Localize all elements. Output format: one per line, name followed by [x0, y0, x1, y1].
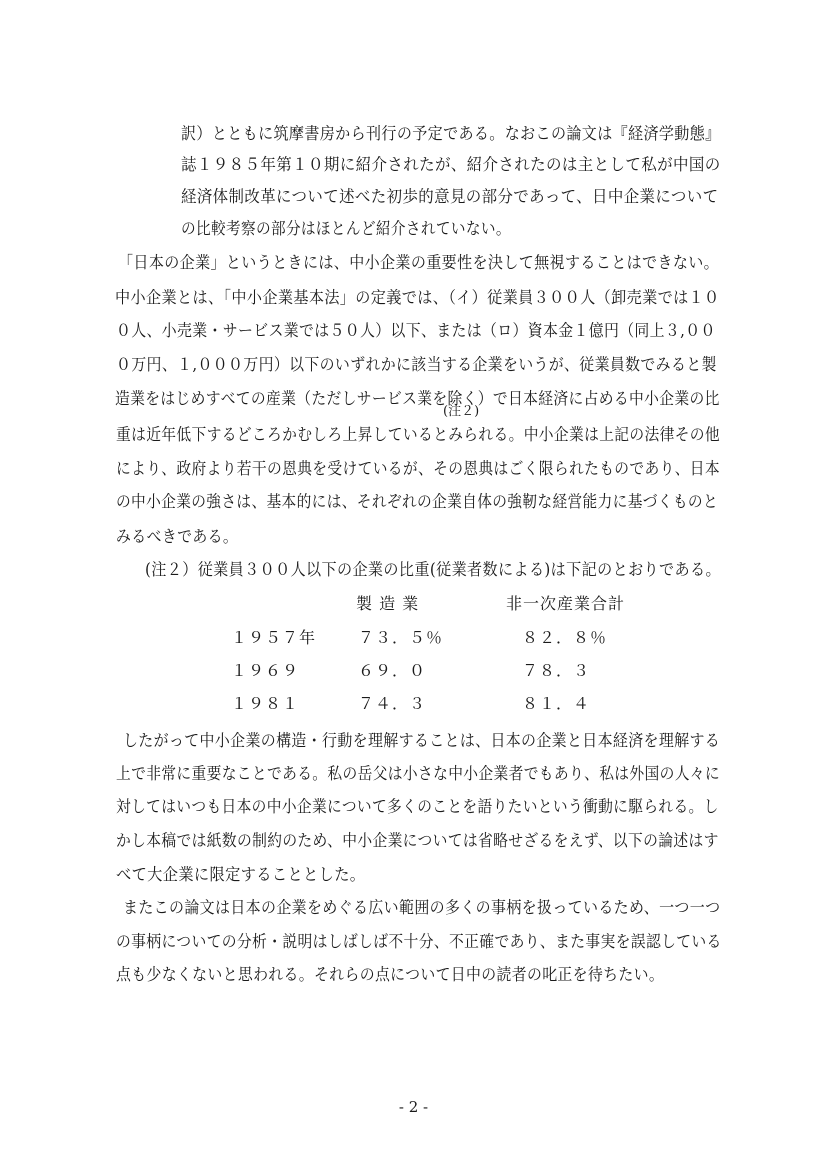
text-line: 中小企業とは、「中小企業基本法」の定義では、（イ）従業員３００人（卸売業では１０: [115, 288, 720, 307]
row-non-primary: ８２．８％: [522, 628, 608, 647]
text-line: みるべきである。: [116, 527, 239, 546]
text-line: の比較考察の部分はほとんど紹介されていない。: [181, 219, 511, 238]
text-line: べて大企業に限定することとした。: [116, 865, 366, 884]
text-line: 造業をはじめすべての産業（ただしサービス業を除く）で日本経済に占める中小企業の比: [115, 389, 720, 408]
row-manufacturing: ７４．３: [358, 694, 427, 713]
row-year: １９６９: [231, 661, 300, 680]
row-manufacturing: ６９．０: [358, 661, 427, 680]
footnote-reference: (注２): [443, 404, 480, 419]
text-line: 「日本の企業」というときには、中小企業の重要性を決して無視することはできない。: [118, 253, 720, 272]
text-line: 経済体制改革について述べた初歩的意見の部分であって、日中企業について: [181, 187, 719, 206]
text-line: 対してはいつも日本の中小企業について多くのことを語りたいという衝動に駆られる。し: [116, 797, 719, 816]
text-line: 点も少なくないと思われる。それらの点について日中の読者の叱正を待ちたい。: [116, 965, 665, 984]
text-line: かし本稿では紙数の制約のため、中小企業については省略せざるをえず、以下の論述はす: [116, 831, 719, 850]
row-year: １９５７年: [231, 628, 317, 647]
text-line: により、政府より若干の恩典を受けているが、その恩典はごく限られたものであり、日本: [116, 459, 720, 478]
row-non-primary: ７８．３: [522, 661, 591, 680]
text-line: したがって中小企業の構造・行動を理解することは、日本の企業と日本経済を理解する: [123, 731, 721, 750]
row-manufacturing: ７３．５％: [358, 628, 444, 647]
note-2-text: (注２）従業員３００人以下の企業の比重(従業者数による)は下記のとおりである。: [145, 560, 721, 579]
text-line: またこの論文は日本の企業をめぐる広い範囲の多くの事柄を扱っているため、一つ一つ: [123, 898, 721, 917]
column-header-manufacturing: 製 造 業: [356, 594, 420, 613]
text-line: 誌１９８５年第１０期に紹介されたが、紹介されたのは主として私が中国の: [181, 155, 721, 174]
column-header-non-primary: 非一次産業合計: [506, 594, 626, 613]
text-line: ０人、小売業・サービス業では５０人）以下、または（ロ）資本金１億円（同上３,００: [116, 321, 716, 340]
text-line: 訳）とともに筑摩書房から刊行の予定である。なおこの論文は『経済学動態』: [181, 124, 721, 143]
row-non-primary: ８１．４: [522, 694, 591, 713]
text-line: 上で非常に重要なことである。私の岳父は小さな中小企業者でもあり、私は外国の人々に: [116, 764, 720, 783]
text-line: の中小企業の強さは、基本的には、それぞれの企業自体の強靭な経営能力に基づくものと: [116, 492, 718, 511]
row-year: １９８１: [231, 694, 300, 713]
text-line: の事柄についての分析・説明はしばしば不十分、不正確であり、また事実を誤認している: [116, 932, 722, 951]
text-line: ０万円、１,０００万円）以下のいずれかに該当する企業をいうが、従業員数でみると製: [116, 355, 717, 374]
text-line: 重は近年低下するどころかむしろ上昇しているとみられる。中小企業は上記の法律その他: [116, 425, 720, 444]
page-number: - 2 -: [398, 1098, 429, 1116]
